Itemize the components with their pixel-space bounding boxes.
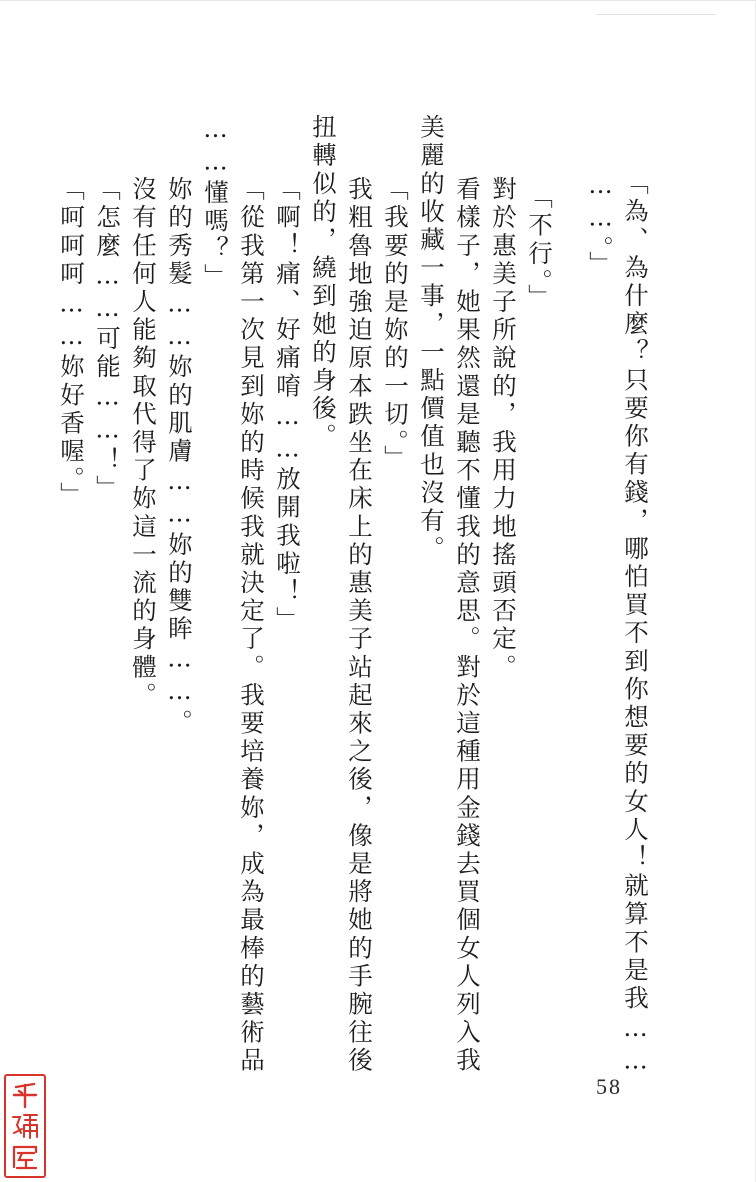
text-column-1: ……。」 (586, 170, 615, 280)
text-column-2: 「不行。」 (525, 184, 554, 313)
text-column-5: 美麗的收藏一事，一點價值也沒有。 (417, 114, 446, 564)
text-column-8: 扭轉似的，繞到她的身後。 (309, 114, 338, 452)
text-column-0: 「為、為什麼？只要你有錢，哪怕買不到你想要的女人！就算不是我…… (621, 170, 650, 1079)
text-column-7: 我粗魯地強迫原本跌坐在床上的惠美子站起來之後，像是將她的手腕往後 (345, 176, 374, 1076)
text-column-13: 沒有任何人能夠取代得了妳這一流的身體。 (129, 176, 158, 710)
seal-glyph-bottom-icon (10, 1143, 40, 1171)
seal-glyph-top-icon (10, 1081, 40, 1109)
text-column-4: 看樣子，她果然還是聽不懂我的意思。對於這種用金錢去買個女人列入我 (453, 176, 482, 1076)
text-column-3: 對於惠美子所說的，我用力地搖頭否定。 (489, 176, 518, 682)
text-column-6: 「我要的是妳的一切。」 (381, 176, 410, 473)
text-column-12: 妳的秀髮……妳的肌膚……妳的雙眸……。 (165, 176, 194, 737)
page-number: 58 (596, 1074, 622, 1099)
text-column-10: 「從我第一次見到妳的時候我就決定了。我要培養妳，成為最棒的藝術品 (237, 176, 266, 1076)
text-column-11: ……懂嗎？」 (201, 114, 230, 292)
text-column-9: 「啊！痛、好痛唷……放開我啦！」 (273, 176, 302, 635)
seal-glyph-middle-icon (10, 1111, 40, 1141)
text-column-14: 「怎麼……可能……！」 (93, 176, 122, 504)
scan-mark (596, 0, 716, 15)
text-column-15: 「呵呵呵……妳好香喔。」 (57, 176, 86, 510)
publisher-seal (4, 1074, 46, 1178)
